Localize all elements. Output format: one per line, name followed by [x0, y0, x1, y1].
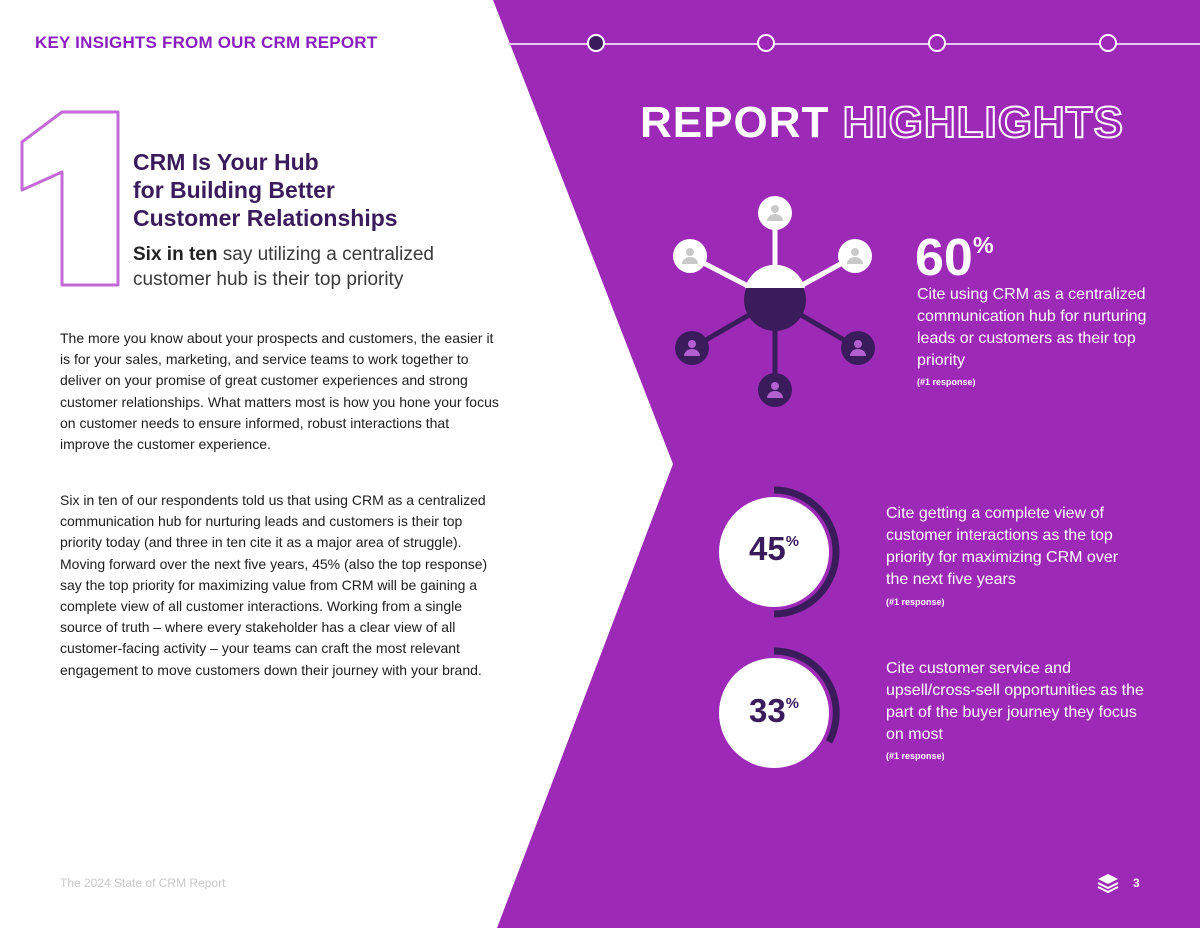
progress-dot-active [588, 35, 604, 51]
stat-number: 60 [915, 229, 973, 287]
body-paragraph: The more you know about your prospects and customers, the easier it is for your sales, marketing, and service teams to work together to deliver on your promise of great customer experiences and strong customer relationships. What matters most is how you hone your focus on customer needs to ensure informed, robust interactions that improve the customer experience. [60, 330, 499, 453]
page-number: 3 [1133, 876, 1140, 890]
stat-unit: % [785, 696, 799, 712]
stat-value-45 [719, 530, 829, 568]
progress-dot [1100, 35, 1116, 51]
stat-value-60 [915, 228, 994, 288]
footer-report-name: The 2024 State of CRM Report [60, 876, 226, 890]
body-paragraph: Six in ten of our respondents told us that using CRM as a centralized communication hub for nurturing leads and customers is their top priority today (and three in ten cite it as a major area of struggle). Moving forward over the next five years, 45% (also the top response) say the top priority for maximizing value from CRM will be gaining a complete view of all customer interactions. Working from a single source of truth – where every stakeholder has a clear view of all customer-facing activity – your teams can craft the most relevant engagement to move customers down their journey with your brand. [60, 492, 488, 678]
stat-unit: % [972, 232, 994, 258]
stat-number: 45 [749, 530, 786, 567]
stat-description: Cite using CRM as a centralized communication hub for nurturing leads or customers as their top priority [917, 286, 1147, 369]
lead-emphasis: Six in ten [133, 244, 218, 265]
stat-unit: % [785, 534, 799, 550]
stat-description: Cite getting a complete view of customer interactions as the top priority for maximizing CRM over the next five years [886, 505, 1119, 588]
stat-number: 33 [749, 692, 786, 729]
title-solid: REPORT [640, 98, 830, 147]
stat-description: Cite customer service and upsell/cross-sell opportunities as the part of the buyer journey they focus on most [886, 660, 1144, 743]
heading-line: Customer Relationships [133, 205, 398, 231]
heading-line: for Building Better [133, 177, 335, 203]
person-icon [758, 373, 792, 407]
person-icon [673, 239, 707, 273]
person-icon [838, 239, 872, 273]
lead-text: say utilizing a centralized customer hub is their top priority [133, 244, 434, 290]
highlights-title [640, 98, 1124, 148]
section-number-outline [22, 112, 118, 285]
stat-note: (#1 response) [886, 597, 945, 607]
title-outline: HIGHLIGHTS [842, 98, 1124, 147]
stat-note: (#1 response) [917, 377, 976, 387]
section-heading [133, 148, 398, 232]
person-icon [675, 331, 709, 365]
person-icon [758, 196, 792, 230]
person-icon [841, 331, 875, 365]
heading-line: CRM Is Your Hub [133, 149, 319, 175]
section-kicker: KEY INSIGHTS FROM OUR CRM REPORT [35, 33, 378, 52]
progress-dot [929, 35, 945, 51]
progress-dot [758, 35, 774, 51]
stat-value-33 [719, 692, 829, 730]
stat-note: (#1 response) [886, 751, 945, 761]
section-lead [133, 242, 493, 292]
